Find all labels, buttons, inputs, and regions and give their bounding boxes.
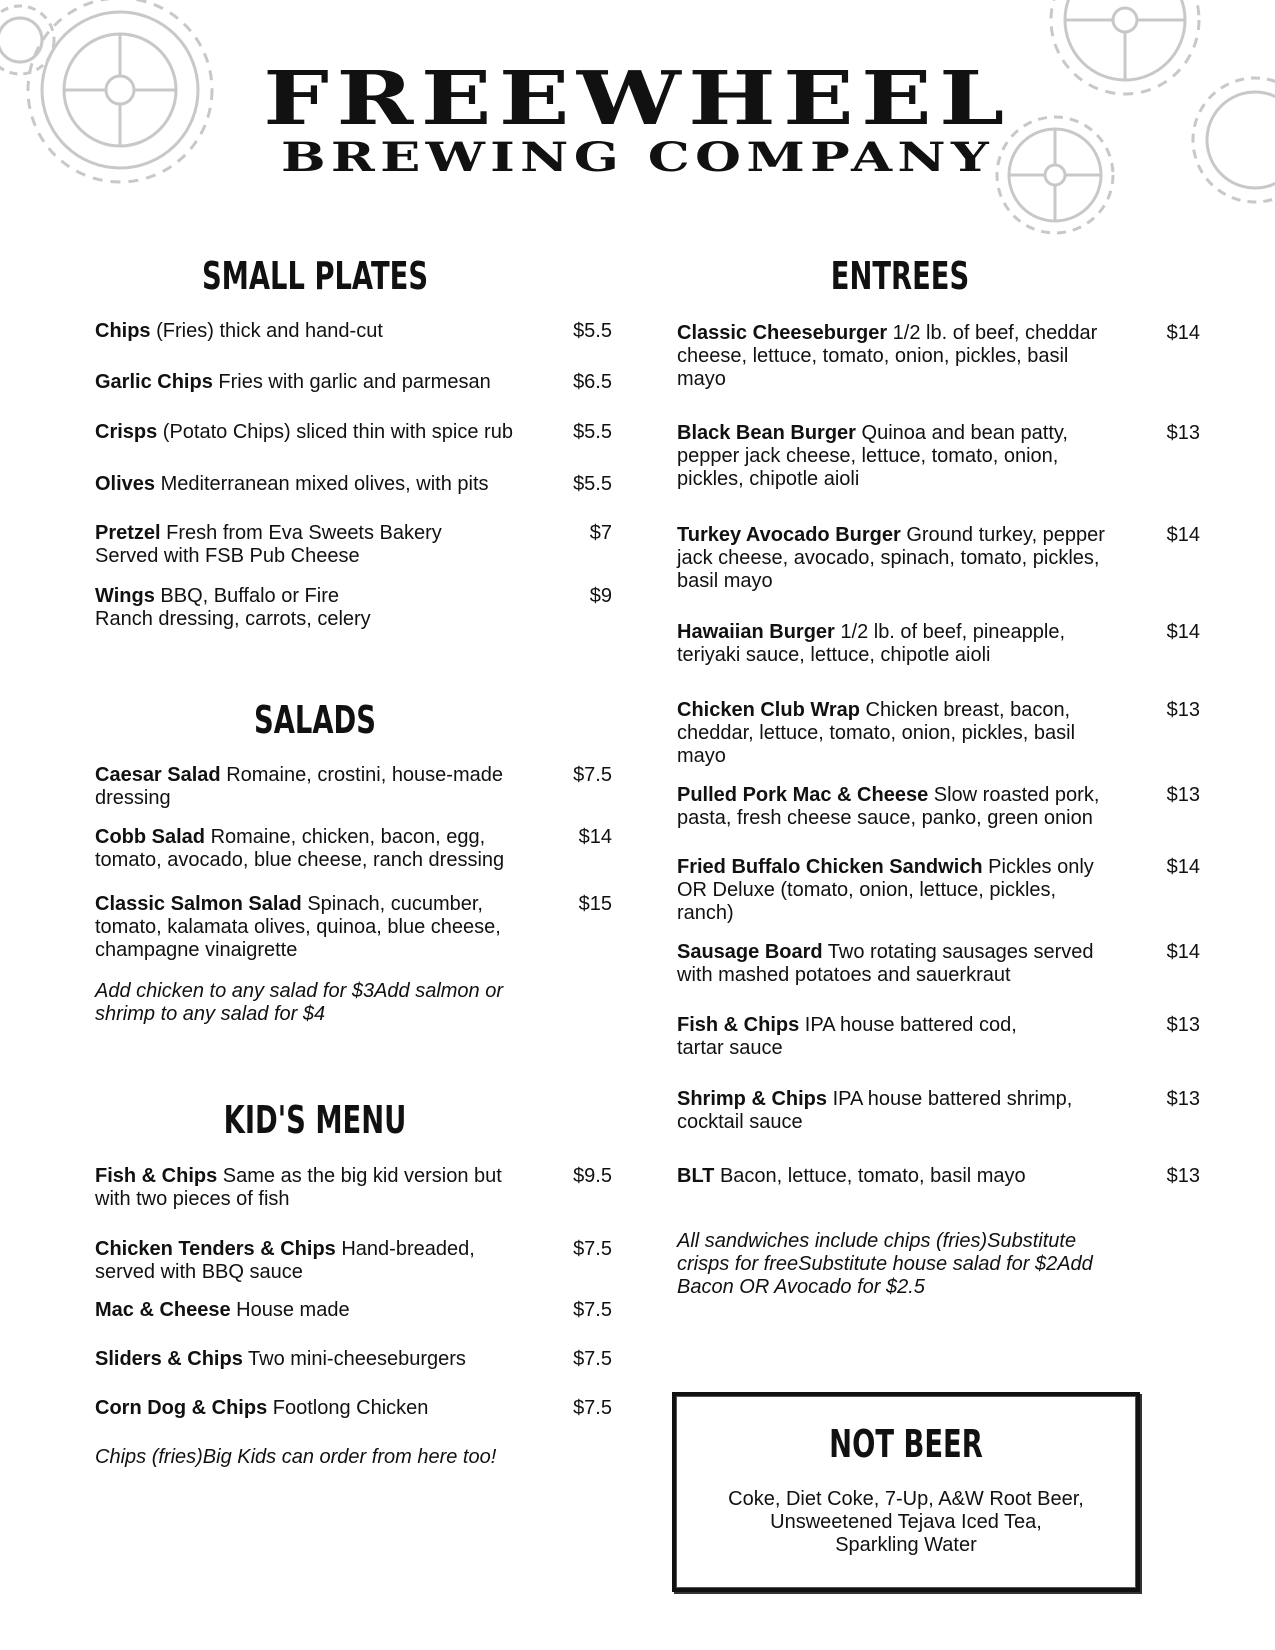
menu-item: Black Bean Burger Quinoa and bean patty, pepper jack cheese, lettuce, tomato, onion, pickles, chipotle aioli [677,422,1068,490]
menu-item: Mac & Cheese House made [95,1299,350,1321]
item-price: $14 [578,826,612,848]
kids-menu-note: Chips (fries)Big Kids can order from here too! [95,1446,497,1468]
menu-item: Chicken Tenders & Chips Hand-breaded, served with BBQ sauce [95,1238,475,1283]
item-price: $14 [1166,322,1200,344]
item-price: $7.5 [573,1397,612,1419]
menu-item: Caesar Salad Romaine, crostini, house-made dressing [95,764,503,809]
item-price: $7.5 [573,1348,612,1370]
item-price: $13 [1166,699,1200,721]
menu-item: Garlic Chips Fries with garlic and parmesan [95,371,491,393]
item-price: $9 [589,585,612,607]
item-price: $7.5 [573,764,612,786]
kids-menu-heading: KID'S MENU [223,1098,407,1142]
item-price: $5.5 [573,473,612,495]
menu-item: Shrimp & Chips IPA house battered shrimp, cocktail sauce [677,1088,1073,1133]
menu-item: Pretzel Fresh from Eva Sweets Bakery Served with FSB Pub Cheese [95,522,442,567]
item-price: $13 [1166,422,1200,444]
menu-item: Chicken Club Wrap Chicken breast, bacon, cheddar, lettuce, tomato, onion, pickles, basil mayo [677,699,1076,767]
item-price: $7.5 [573,1299,612,1321]
not-beer-heading: NOT BEER [829,1422,983,1466]
menu-item: Olives Mediterranean mixed olives, with pits [95,473,489,495]
item-price: $14 [1166,856,1200,878]
menu-item: Sausage Board Two rotating sausages served with mashed potatoes and sauerkraut [677,941,1094,986]
item-price: $15 [578,893,612,915]
item-price: $5.5 [573,320,612,342]
menu-item: Corn Dog & Chips Footlong Chicken [95,1397,429,1419]
item-price: $13 [1166,1165,1200,1187]
menu-item: Crisps (Potato Chips) sliced thin with spice rub [95,421,513,443]
entrees-note: All sandwiches include chips (fries)Substitute crisps for freeSubstitute house salad for $2Add Bacon OR Avocado for $2.5 [677,1230,1093,1298]
logo-subtitle: BREWING COMPANY [281,134,994,181]
menu-item: Cobb Salad Romaine, chicken, bacon, egg, tomato, avocado, blue cheese, ranch dressing [95,826,505,871]
menu-item: Hawaiian Burger 1/2 lb. of beef, pineapple, teriyaki sauce, lettuce, chipotle aioli [677,621,1066,666]
item-price: $14 [1166,524,1200,546]
item-price: $7 [589,522,612,544]
menu-item: Chips (Fries) thick and hand-cut [95,320,383,342]
item-price: $14 [1166,941,1200,963]
item-price: $13 [1166,1088,1200,1110]
not-beer-list: Coke, Diet Coke, 7-Up, A&W Root Beer, Unsweetened Tejava Iced Tea, Sparkling Water [728,1488,1084,1556]
menu-item: Classic Cheeseburger 1/2 lb. of beef, cheddar cheese, lettuce, tomato, onion, pickles, basil mayo [677,322,1098,390]
item-price: $9.5 [573,1165,612,1187]
item-price: $13 [1166,784,1200,806]
item-price: $14 [1166,621,1200,643]
entrees-heading: ENTREES [830,254,970,298]
salads-note: Add chicken to any salad for $3Add salmon or shrimp to any salad for $4 [95,980,504,1025]
item-price: $5.5 [573,421,612,443]
menu-item: Wings BBQ, Buffalo or Fire Ranch dressing, carrots, celery [95,585,371,630]
brand-logo [0,56,1275,181]
not-beer-box [672,1392,1140,1592]
menu-item: BLT Bacon, lettuce, tomato, basil mayo [677,1165,1026,1187]
item-price: $13 [1166,1014,1200,1036]
logo-title: FREEWHEEL [263,56,1012,142]
menu-item: Pulled Pork Mac & Cheese Slow roasted pork, pasta, fresh cheese sauce, panko, green onion [677,784,1100,829]
menu-item: Fish & Chips Same as the big kid version but with two pieces of fish [95,1165,502,1210]
menu-item: Fried Buffalo Chicken Sandwich Pickles only OR Deluxe (tomato, onion, lettuce, pickles, ranch) [677,856,1094,924]
item-price: $6.5 [573,371,612,393]
small-plates-heading: SMALL PLATES [201,254,429,298]
item-price: $7.5 [573,1238,612,1260]
salads-heading: SALADS [254,698,376,742]
menu-item: Classic Salmon Salad Spinach, cucumber, tomato, kalamata olives, quinoa, blue cheese, champagne vinaigrette [95,893,501,961]
menu-item: Sliders & Chips Two mini-cheeseburgers [95,1348,466,1370]
menu-item: Fish & Chips IPA house battered cod, tartar sauce [677,1014,1017,1059]
menu-item: Turkey Avocado Burger Ground turkey, pepper jack cheese, avocado, spinach, tomato, pickles, basil mayo [677,524,1105,592]
